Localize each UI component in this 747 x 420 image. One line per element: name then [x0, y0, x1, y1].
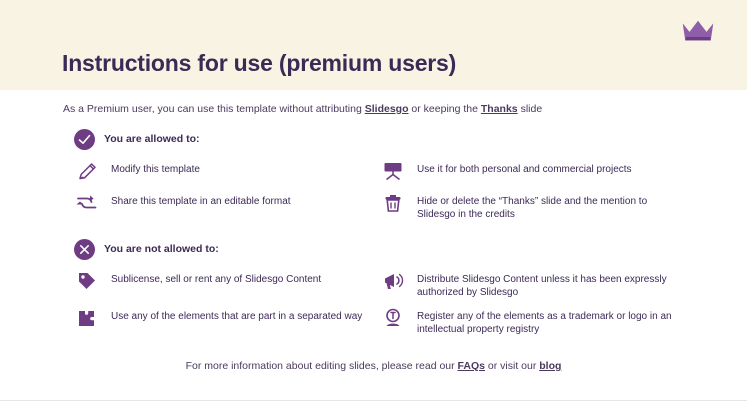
list-item-label: Use it for both personal and commercial projects — [417, 164, 632, 175]
subtitle-part-after: slide — [517, 103, 543, 115]
price-tag-icon — [74, 268, 100, 294]
list-item-label: Share this template in an editable format — [111, 196, 291, 207]
section-not-allowed-title: You are not allowed to: — [104, 243, 219, 255]
faqs-link[interactable]: FAQs — [457, 360, 485, 372]
list-item — [74, 160, 374, 184]
trademark-stamp-icon — [380, 305, 406, 331]
list-row — [74, 270, 694, 299]
section-allowed-title: You are allowed to: — [104, 133, 200, 145]
section-not-allowed-header — [74, 238, 694, 260]
list-item-label: Use any of the elements that are part in a separated way — [111, 311, 363, 322]
subtitle — [63, 103, 542, 115]
list-item — [74, 307, 374, 336]
list-item — [380, 192, 680, 221]
section-allowed-header — [74, 128, 694, 150]
cross-circle-icon — [74, 239, 95, 260]
subtitle-part-before: As a Premium user, you can use this template without attributing — [63, 103, 365, 115]
megaphone-icon — [380, 268, 406, 294]
footer-part-before: For more information about editing slides, please read our — [185, 360, 458, 372]
footer-note — [0, 360, 747, 372]
list-item — [380, 270, 680, 299]
projector-screen-icon — [380, 158, 406, 184]
page-title: Instructions for use (premium users) — [62, 50, 457, 76]
list-item-label: Distribute Slidesgo Content unless it has been expressly authorized by Slidesgo — [417, 274, 667, 298]
section-allowed — [74, 128, 694, 229]
section-not-allowed — [74, 238, 694, 344]
trash-icon — [380, 190, 406, 216]
pencil-icon — [74, 158, 100, 184]
list-row — [74, 307, 694, 336]
list-item — [380, 160, 680, 184]
list-item — [380, 307, 680, 336]
list-row — [74, 192, 694, 221]
list-item-label: Register any of the elements as a trademark or logo in an intellectual property registry — [417, 311, 672, 335]
puzzle-icon — [74, 305, 100, 331]
section-allowed-rows — [74, 160, 694, 221]
slidesgo-link[interactable]: Slidesgo — [364, 103, 409, 115]
thanks-link[interactable]: Thanks — [480, 103, 518, 115]
list-item — [74, 270, 374, 299]
divider — [0, 400, 747, 401]
blog-link[interactable]: blog — [539, 360, 562, 372]
list-item-label: Hide or delete the “Thanks” slide and the mention to Slidesgo in the credits — [417, 196, 648, 220]
check-circle-icon — [74, 129, 95, 150]
crown-icon — [681, 18, 715, 44]
share-icon — [74, 190, 100, 216]
list-item — [74, 192, 374, 221]
list-row — [74, 160, 694, 184]
footer-part-middle: or visit our — [484, 360, 540, 372]
section-not-allowed-rows — [74, 270, 694, 336]
list-item-label: Sublicense, sell or rent any of Slidesgo Content — [111, 274, 322, 285]
subtitle-part-middle: or keeping the — [408, 103, 481, 115]
list-item-label: Modify this template — [111, 164, 200, 175]
